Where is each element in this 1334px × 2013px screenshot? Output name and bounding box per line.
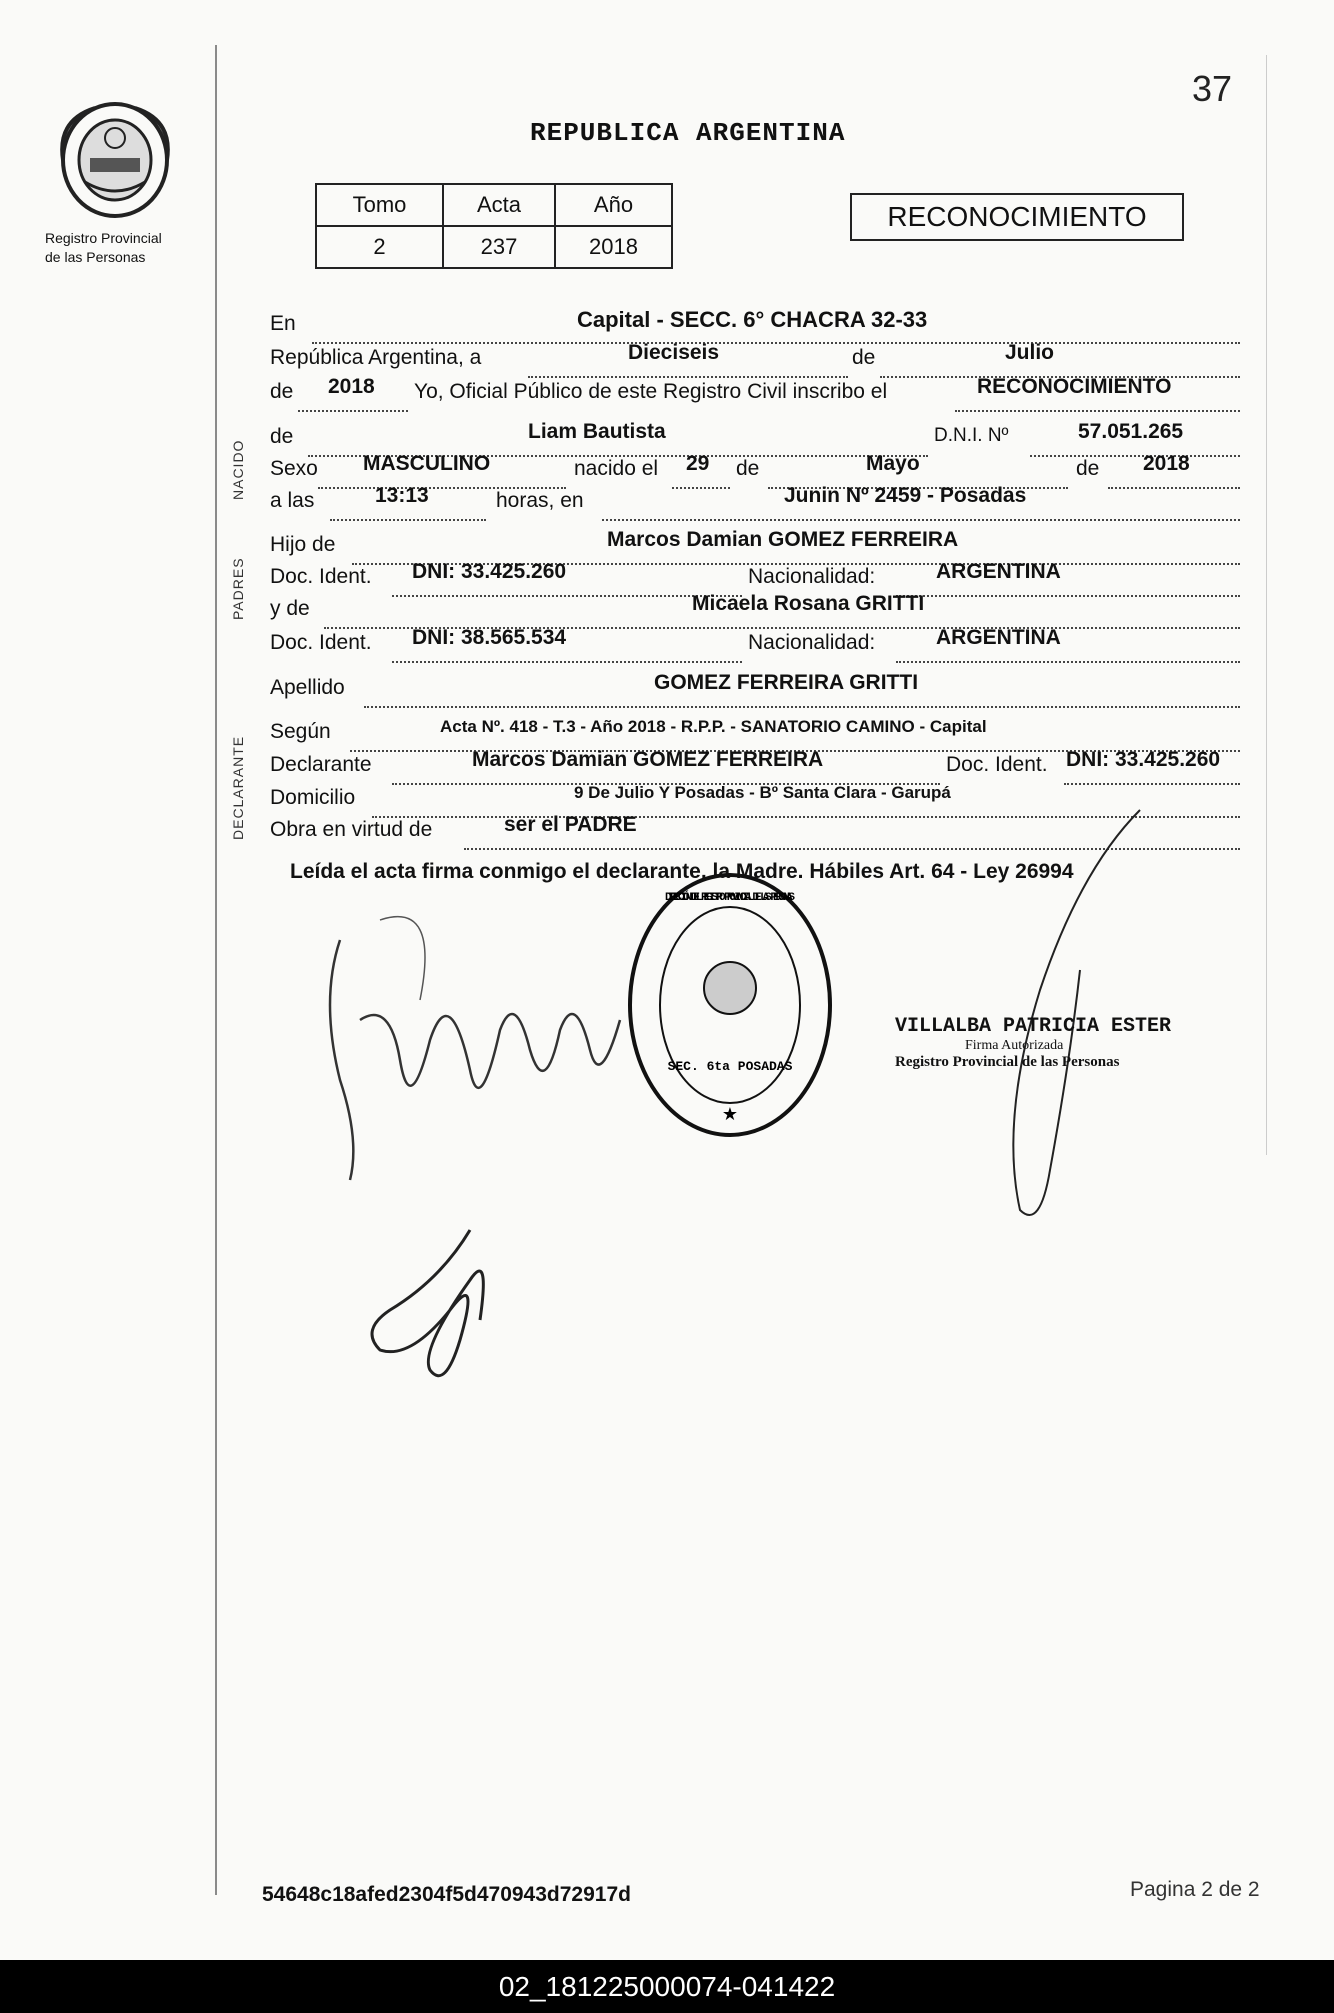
inscribo-value: RECONOCIMIENTO xyxy=(977,375,1172,398)
en-value: Capital - SECC. 6° CHACRA 32-33 xyxy=(577,307,928,332)
official-block xyxy=(895,1015,1171,1071)
alas-label: a las xyxy=(270,489,315,512)
yde-label: y de xyxy=(270,597,310,620)
inscribo-field xyxy=(955,375,1240,412)
segun-label: Según xyxy=(270,720,331,743)
declarant-signature-icon xyxy=(300,880,640,1200)
segun-value: Acta Nº. 418 - T.3 - Año 2018 - R.P.P. - SANATORIO CAMINO - Capital xyxy=(440,717,987,736)
official-role: Firma Autorizada xyxy=(965,1038,1064,1053)
birth-time: 13:13 xyxy=(375,484,429,507)
row-apellido xyxy=(270,676,345,706)
row-declarante xyxy=(270,753,372,783)
month-field xyxy=(880,341,1240,378)
closing-statement: Leída el acta firma conmigo el declarante, la Madre. Hábiles Art. 64 - Ley 26994 xyxy=(290,860,1074,883)
mother-name: Micaela Rosana GRITTI xyxy=(692,592,925,615)
sexo-value: MASCULINO xyxy=(363,452,491,475)
mother-doc-field xyxy=(392,626,742,663)
registry-name-line1: Registro Provincial xyxy=(45,230,162,246)
de-year-label: de xyxy=(270,380,294,403)
apellido-field xyxy=(364,671,1240,708)
official-office: Registro Provincial de las Personas xyxy=(895,1054,1120,1070)
row-date xyxy=(270,346,481,376)
seal-outer-text: DIRECCIÓN DEL REGISTRO PROVINCIAL DE LAS PERSONAS xyxy=(665,892,795,904)
birth-month: Mayo xyxy=(866,452,920,475)
side-label-padres: PADRES xyxy=(230,557,246,620)
table-header-anio: Año xyxy=(555,184,672,226)
father-name: Marcos Damian GOMEZ FERREIRA xyxy=(607,528,959,551)
hijo-label: Hijo de xyxy=(270,533,336,556)
row-obra xyxy=(270,818,432,848)
pagination: Pagina 2 de 2 xyxy=(1130,1878,1260,1901)
document-title: REPUBLICA ARGENTINA xyxy=(530,118,846,148)
table-value-acta: 237 xyxy=(443,226,555,268)
row-time xyxy=(270,489,314,519)
seal-inner-text: SEC. 6ta POSADAS xyxy=(667,1059,793,1074)
horas-label: horas, en xyxy=(496,489,584,512)
day-field xyxy=(528,341,848,378)
registry-name-line2: de las Personas xyxy=(45,249,146,265)
declarante-field xyxy=(392,748,940,785)
registry-table xyxy=(315,183,673,269)
declarante-doc-field xyxy=(1064,748,1240,785)
table-header-tomo: Tomo xyxy=(316,184,443,226)
declarante-label: Declarante xyxy=(270,753,372,776)
domicilio-value: 9 De Julio Y Posadas - Bº Santa Clara - Garupá xyxy=(574,783,951,802)
document-hash: 54648c18afed2304f5d470943d72917d xyxy=(262,1883,631,1906)
declarante-doc-label: Doc. Ident. xyxy=(946,753,1048,776)
right-margin-line xyxy=(1266,55,1267,1155)
mother-nat-field xyxy=(896,626,1240,663)
province-coat-of-arms-icon xyxy=(55,100,175,220)
nacido-label: nacido el xyxy=(574,457,659,480)
father-nationality: ARGENTINA xyxy=(936,560,1061,583)
domicilio-label: Domicilio xyxy=(270,786,356,809)
de-label: de xyxy=(852,346,876,369)
footer-id-bar: 02_181225000074-041422 xyxy=(0,1960,1334,2013)
row-inscribo xyxy=(270,380,293,410)
sexo-field xyxy=(318,452,566,489)
birth-day: 29 xyxy=(686,452,710,475)
table-header-acta: Acta xyxy=(443,184,555,226)
row-mother-doc xyxy=(270,631,372,661)
row-domicilio xyxy=(270,786,355,816)
declarante-doc: DNI: 33.425.260 xyxy=(1066,748,1221,771)
mother-doc: DNI: 38.565.534 xyxy=(412,626,567,649)
birth-year-field xyxy=(1108,452,1240,489)
de-birth-year-label: de xyxy=(1076,457,1100,480)
mother-nationality: ARGENTINA xyxy=(936,626,1061,649)
registry-seal xyxy=(625,870,835,1140)
row-sexo xyxy=(270,457,318,487)
father-doc: DNI: 33.425.260 xyxy=(412,560,567,583)
declarante-name: Marcos Damian GOMEZ FERREIRA xyxy=(472,748,824,771)
side-label-declarante: DECLARANTE xyxy=(230,735,246,840)
row-father-doc xyxy=(270,565,372,595)
father-doc-field xyxy=(392,560,742,597)
side-label-nacido: NACIDO xyxy=(230,439,246,500)
inscribo-text: Yo, Oficial Público de este Registro Civil inscribo el xyxy=(414,380,888,403)
row-mother xyxy=(270,597,310,627)
obra-value: ser el PADRE xyxy=(504,813,637,836)
row-en xyxy=(270,312,296,342)
table-value-anio: 2018 xyxy=(555,226,672,268)
mother-doc-label: Doc. Ident. xyxy=(270,631,372,654)
mother-signature-icon xyxy=(350,1220,520,1400)
seal-star: ★ xyxy=(721,1104,739,1124)
row-segun xyxy=(270,720,331,750)
birth-day-field xyxy=(672,452,730,489)
en-field xyxy=(312,307,1240,344)
mother-nat-label: Nacionalidad: xyxy=(748,631,876,654)
row-nombre xyxy=(270,425,293,455)
republica-label: República Argentina, a xyxy=(270,346,482,369)
page-number: 37 xyxy=(1192,68,1233,109)
row-hijo xyxy=(270,533,335,563)
time-field xyxy=(330,484,486,521)
child-dni: 57.051.265 xyxy=(1078,420,1184,443)
en-label: En xyxy=(270,312,296,335)
apellido-value: GOMEZ FERREIRA GRITTI xyxy=(654,671,919,694)
father-nat-label: Nacionalidad: xyxy=(748,565,876,588)
child-name: Liam Bautista xyxy=(528,420,666,443)
dni-field xyxy=(1030,420,1240,457)
official-name: VILLALBA PATRICIA ESTER xyxy=(895,1015,1172,1038)
father-nat-field xyxy=(896,560,1240,597)
year-value: 2018 xyxy=(328,375,375,398)
act-type-badge: RECONOCIMIENTO xyxy=(850,193,1184,241)
de-birth-label: de xyxy=(736,457,760,480)
sexo-label: Sexo xyxy=(270,457,318,480)
month-value: Julio xyxy=(1005,341,1055,364)
day-value: Dieciseis xyxy=(628,341,720,364)
year-field xyxy=(298,375,408,412)
place-field xyxy=(602,484,1240,521)
birth-year: 2018 xyxy=(1143,452,1190,475)
table-value-tomo: 2 xyxy=(316,226,443,268)
apellido-label: Apellido xyxy=(270,676,345,699)
de-nombre-label: de xyxy=(270,425,294,448)
birth-place: Junin Nº 2459 - Posadas xyxy=(784,484,1027,507)
obra-label: Obra en virtud de xyxy=(270,818,433,841)
margin-line xyxy=(215,45,217,1895)
father-doc-label: Doc. Ident. xyxy=(270,565,372,588)
dni-label: D.N.I. Nº xyxy=(934,425,1009,446)
mother-field xyxy=(324,592,1240,629)
